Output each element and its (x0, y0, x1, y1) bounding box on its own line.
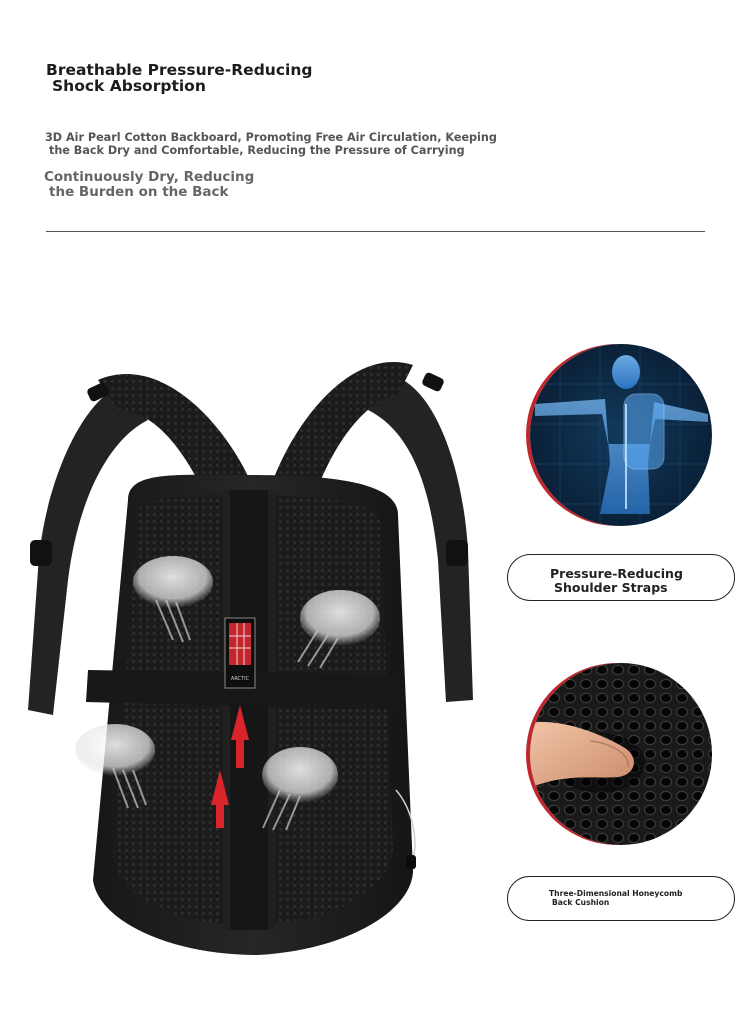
feature-image-shoulder (530, 344, 712, 526)
feature-label-shoulder-straps (507, 554, 735, 601)
feature-label-line-1: Three-Dimensional Honeycomb (549, 889, 683, 898)
feature-label-line-2: Back Cushion (552, 898, 610, 907)
description-line-2: the Back Dry and Comfortable, Reducing the Pressure of Carrying (49, 143, 465, 157)
divider (46, 231, 705, 232)
subheading-line-1: Continuously Dry, Reducing (44, 169, 255, 185)
headline-line-1: Breathable Pressure-Reducing (46, 61, 313, 79)
subheading-line-2: the Burden on the Back (49, 183, 229, 200)
backpack-icon (18, 350, 478, 960)
description-line-1: 3D Air Pearl Cotton Backboard, Promoting Free Air Circulation, Keeping (45, 131, 497, 144)
mesh-cushion-icon (530, 663, 712, 845)
headline (46, 62, 312, 94)
body-xray-icon (530, 344, 712, 526)
brand-tag: ARCTIC (230, 676, 250, 682)
headline-line-2: Shock Absorption (52, 77, 206, 95)
feature-label-line-2: Shoulder Straps (554, 579, 668, 595)
description (45, 132, 497, 157)
feature-image-cushion (530, 663, 712, 845)
feature-label-back-cushion (507, 876, 735, 921)
subheading (44, 170, 254, 199)
feature-label-line-1: Pressure-Reducing (550, 566, 683, 581)
